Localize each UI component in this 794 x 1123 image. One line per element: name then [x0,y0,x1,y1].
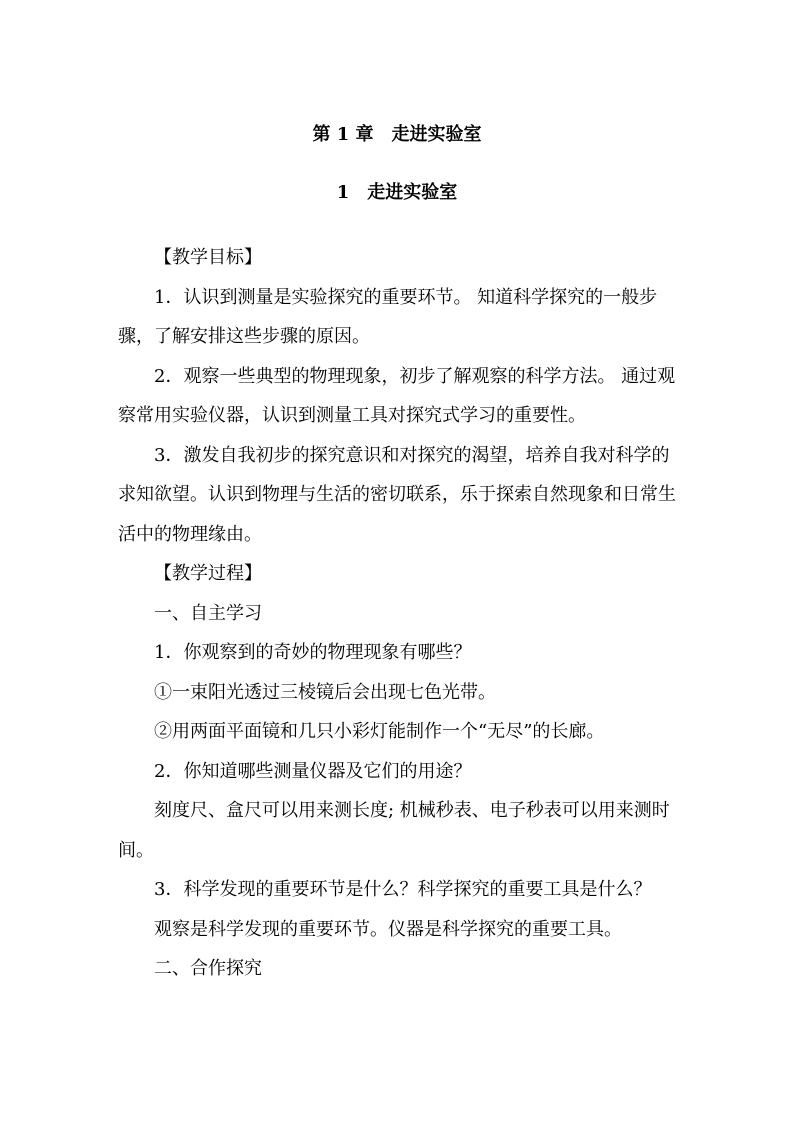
teaching-process-heading: 【教学过程】 [154,563,262,584]
teaching-goals-heading: 【教学目标】 [154,247,262,268]
chapter-title: 第 1 章 走进实验室 [312,124,482,145]
question-1: 1．你观察到的奇妙的物理现象有哪些？ [154,642,472,663]
part1-heading: 一、自主学习 [154,602,262,624]
part2-heading: 二、合作探究 [154,958,262,979]
question-3: 3．科学发现的重要环节是什么？科学探究的重要工具是什么？ [154,879,652,900]
answer-3: 观察是科学发现的重要环节。仪器是科学探究的重要工具。 [154,918,622,940]
goal-item-1: 1．认识到测量是实验探究的重要环节。 知道科学探究的一般步骤，了解安排这些步骤的原因。 [118,286,658,347]
answer-2: 刻度尺、盒尺可以用来测长度; 机械秒表、电子秒表可以用来测时间。 [118,800,670,861]
document-body [118,238,678,989]
question-2: 2．你知道哪些测量仪器及它们的用途？ [154,760,472,782]
goal-item-2: 2．观察一些典型的物理现象，初步了解观察的科学方法。 通过观察常用实验仪器，认识到测量工具对探究式学习的重要性。 [118,365,676,426]
section-title: 1 走进实验室 [336,182,458,203]
goal-item-3: 3．激发自我初步的探究意识和对探究的渴望，培养自我对科学的求知欲望。认识到物理与生活的密切联系，乐于探索自然现象和日常生活中的物理缘由。 [118,444,676,545]
answer-1-1: ①一束阳光透过三棱镜后会出现七色光带。 [154,681,496,703]
answer-1-2: ②用两面平面镜和几只小彩灯能制作一个“无尽”的长廊。 [154,721,605,742]
